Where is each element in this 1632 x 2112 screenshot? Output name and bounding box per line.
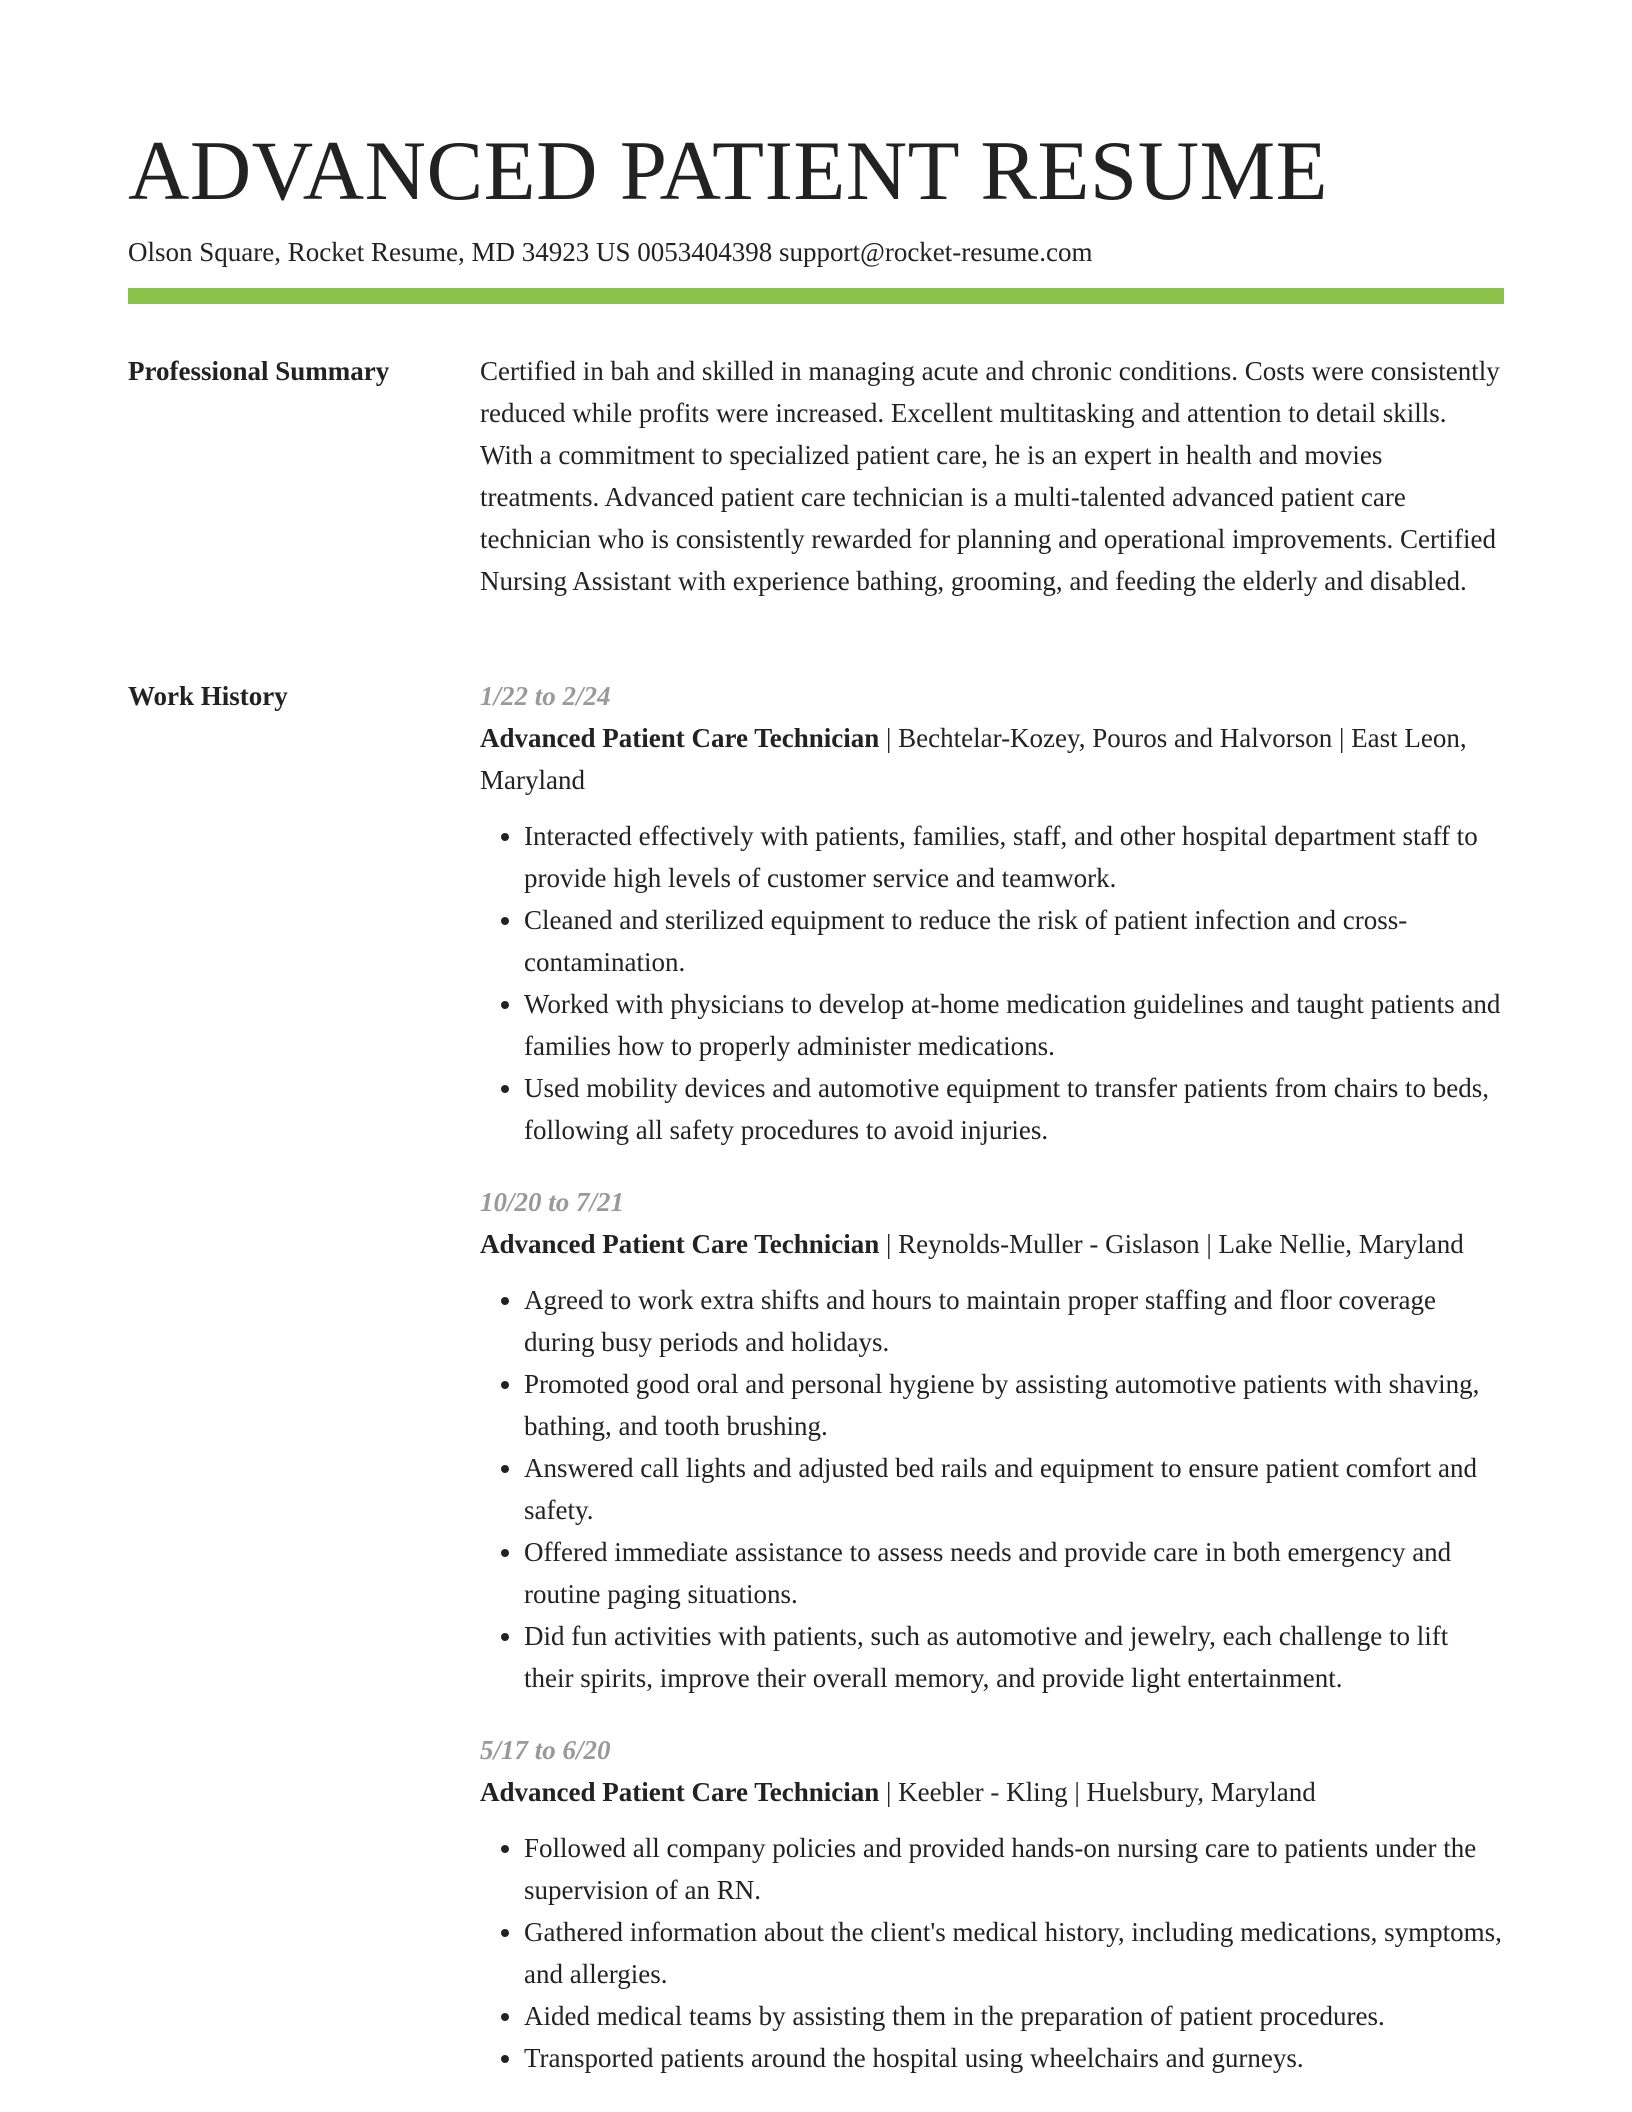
section-label-work-history: Work History bbox=[128, 681, 288, 711]
job-bullets bbox=[480, 815, 1504, 1151]
professional-summary-section bbox=[128, 350, 1504, 602]
summary-text: Certified in bah and skilled in managing acute and chronic conditions. Costs were consistently reduced while profits were increased. Excellent multitasking and attention to detail skills. With a commitment to specialized patient care, he is an expert in health and movies treatments. Advanced patient care technician is a multi-talented advanced patient care technician who is consistently rewarded for planning and operational improvements. Certified Nursing Assistant with experience bathing, grooming, and feeding the elderly and disabled. bbox=[480, 356, 1500, 596]
list-item: • Used mobility devices and automotive equipment to transfer patients from chairs to beds, following all safety procedures to avoid injuries. bbox=[524, 1067, 1504, 1151]
list-item: • Offered immediate assistance to assess needs and provide care in both emergency and routine paging situations. bbox=[524, 1531, 1504, 1615]
list-item: • Answered call lights and adjusted bed rails and equipment to ensure patient comfort and safety. bbox=[524, 1447, 1504, 1531]
list-item: • Aided medical teams by assisting them in the preparation of patient procedures. bbox=[524, 1995, 1504, 2037]
job-title: Advanced Patient Care Technician bbox=[480, 723, 880, 753]
work-history-list bbox=[480, 675, 1504, 2109]
list-item: • Agreed to work extra shifts and hours to maintain proper staffing and floor coverage during busy periods and holidays. bbox=[524, 1279, 1504, 1363]
list-item: • Cleaned and sterilized equipment to reduce the risk of patient infection and cross-contamination. bbox=[524, 899, 1504, 983]
job-entry bbox=[480, 1181, 1504, 1699]
list-item: • Interacted effectively with patients, families, staff, and other hospital department staff to provide high levels of customer service and teamwork. bbox=[524, 815, 1504, 899]
list-item: • Transported patients around the hospital using wheelchairs and gurneys. bbox=[524, 2037, 1504, 2079]
list-item: • Promoted good oral and personal hygiene by assisting automotive patients with shaving, bathing, and tooth brushing. bbox=[524, 1363, 1504, 1447]
job-bullets bbox=[480, 1827, 1504, 2079]
list-item: • Gathered information about the client's medical history, including medications, symptoms, and allergies. bbox=[524, 1911, 1504, 1995]
job-header bbox=[480, 1223, 1504, 1265]
job-dates: 5/17 to 6/20 bbox=[480, 1735, 611, 1765]
header-divider bbox=[128, 288, 1504, 304]
job-entry bbox=[480, 675, 1504, 1151]
job-header bbox=[480, 717, 1504, 801]
work-history-section bbox=[128, 675, 1504, 2109]
section-label-summary: Professional Summary bbox=[128, 356, 390, 386]
job-details: | Bechtelar-Kozey, Pouros and Halvorson | East Leon, Maryland bbox=[480, 723, 1467, 795]
resume-page bbox=[128, 0, 1504, 2073]
list-item: • Did fun activities with patients, such as automotive and jewelry, each challenge to lift their spirits, improve their overall memory, and provide light entertainment. bbox=[524, 1615, 1504, 1699]
list-item: • Followed all company policies and provided hands-on nursing care to patients under the supervision of an RN. bbox=[524, 1827, 1504, 1911]
job-dates: 1/22 to 2/24 bbox=[480, 681, 611, 711]
job-details: | Keebler - Kling | Huelsbury, Maryland bbox=[879, 1777, 1316, 1807]
job-entry bbox=[480, 1729, 1504, 2079]
job-header bbox=[480, 1771, 1504, 1813]
job-title: Advanced Patient Care Technician bbox=[480, 1229, 880, 1259]
job-dates: 10/20 to 7/21 bbox=[480, 1187, 625, 1217]
job-details: | Reynolds-Muller - Gislason | Lake Nellie, Maryland bbox=[879, 1229, 1464, 1259]
resume-title: ADVANCED PATIENT RESUME bbox=[128, 124, 1329, 218]
contact-info: Olson Square, Rocket Resume, MD 34923 US 0053404398 support@rocket-resume.com bbox=[128, 237, 1093, 267]
list-item: • Worked with physicians to develop at-home medication guidelines and taught patients and families how to properly administer medications. bbox=[524, 983, 1504, 1067]
job-bullets bbox=[480, 1279, 1504, 1699]
job-title: Advanced Patient Care Technician bbox=[480, 1777, 880, 1807]
